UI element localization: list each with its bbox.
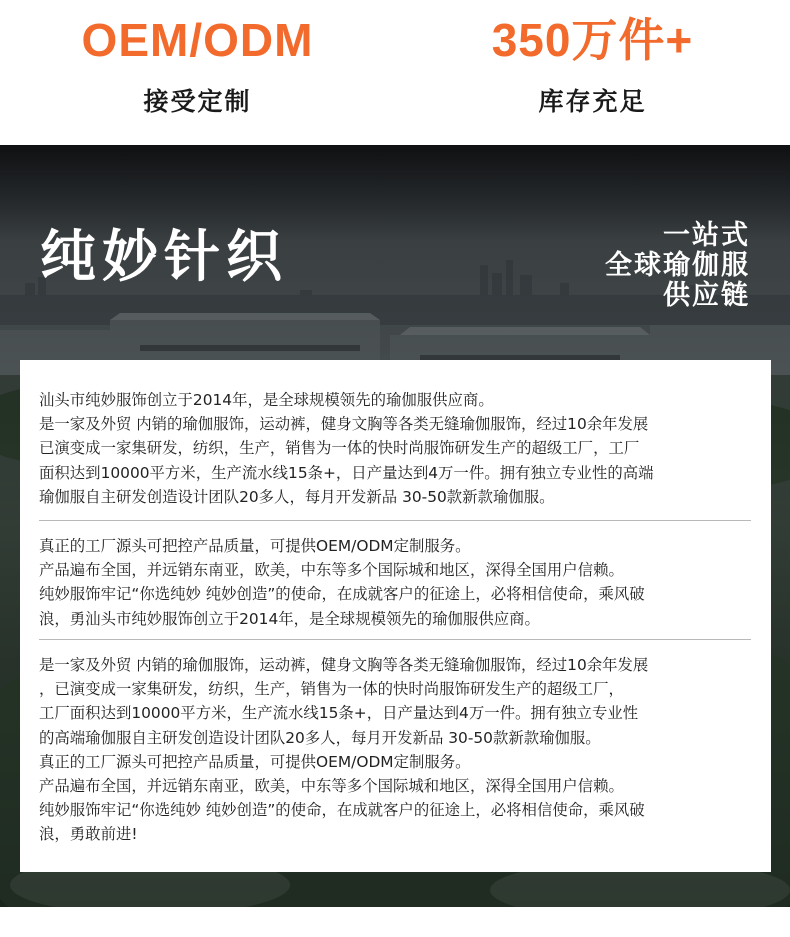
text-line: 真正的工厂源头可把控产品质量，可提供OEM/ODM定制服务。 bbox=[39, 752, 471, 771]
slogan-line: 供应链 bbox=[663, 280, 750, 311]
text-line: 汕头市纯妙服饰创立于2014年，是全球规模领先的瑜伽服供应商。 bbox=[39, 391, 494, 409]
divider bbox=[39, 520, 751, 521]
detail-paragraph bbox=[39, 653, 754, 847]
text-line: 产品遍布全国，并远销东南亚，欧美，中东等多个国际城和地区，深得全国用户信赖。 bbox=[39, 561, 624, 580]
text-line: 是一家及外贸 内销的瑜伽服饰，运动裤，健身文胸等各类无缝瑜伽服饰，经过10余年发展 bbox=[39, 415, 649, 434]
footer-spacer bbox=[0, 907, 790, 937]
text-line: 是一家及外贸 内销的瑜伽服饰，运动裤，健身文胸等各类无缝瑜伽服饰，经过10余年发展 bbox=[39, 656, 649, 674]
stat-oem-odm bbox=[0, 10, 395, 122]
slogan-line: 一站式 bbox=[663, 220, 750, 251]
service-paragraph bbox=[39, 534, 754, 631]
text-line: ，已演变成一家集研发，纺织，生产，销售为一体的快时尚服饰研发生产的超级工厂， bbox=[39, 680, 624, 699]
text-line: 工厂面积达到10000平方米，生产流水线15条+，日产量达到4万一件。拥有独立专业性 bbox=[39, 704, 639, 723]
divider bbox=[39, 639, 751, 640]
text-line: 纯妙服饰牢记“你选纯妙 纯妙创造”的使命，在成就客户的征途上，必将相信使命，乘风破 bbox=[39, 585, 645, 604]
stat-label: 库存充足 bbox=[538, 87, 647, 116]
text-line: 已演变成一家集研发，纺织，生产，销售为一体的快时尚服饰研发生产的超级工厂，工厂 bbox=[39, 439, 640, 458]
text-line: 面积达到10000平方米，生产流水线15条+，日产量达到4万一件。拥有独立专业性的高端 bbox=[39, 463, 654, 482]
slogan-line: 全球瑜伽服 bbox=[605, 250, 750, 281]
stat-value: OEM/ODM bbox=[81, 14, 314, 66]
text-line: 的高端瑜伽服自主研发创造设计团队20多人，每月开发新品 30-50款新款瑜伽服。 bbox=[39, 728, 601, 747]
stat-label: 接受定制 bbox=[143, 87, 252, 116]
hero-slogan bbox=[605, 221, 750, 311]
text-line: 瑜伽服自主研发创造设计团队20多人，每月开发新品 30-50款新款瑜伽服。 bbox=[39, 487, 555, 506]
text-line: 纯妙服饰牢记“你选纯妙 纯妙创造”的使命，在成就客户的征途上，必将相信使命，乘风破 bbox=[39, 801, 645, 820]
stats-header bbox=[0, 0, 790, 145]
stat-inventory bbox=[395, 10, 790, 122]
intro-paragraph bbox=[39, 388, 754, 509]
text-line: 浪，勇汕头市纯妙服饰创立于2014年，是全球规模领先的瑜伽服供应商。 bbox=[39, 609, 540, 628]
text-line: 产品遍布全国，并远销东南亚，欧美，中东等多个国际城和地区，深得全国用户信赖。 bbox=[39, 777, 624, 796]
text-line: 浪，勇敢前进! bbox=[39, 825, 138, 844]
stat-value: 350万件+ bbox=[491, 14, 694, 66]
text-line: 真正的工厂源头可把控产品质量，可提供OEM/ODM定制服务。 bbox=[39, 537, 471, 555]
company-info-panel bbox=[20, 360, 771, 872]
brand-title: 纯妙针织 bbox=[40, 225, 288, 290]
